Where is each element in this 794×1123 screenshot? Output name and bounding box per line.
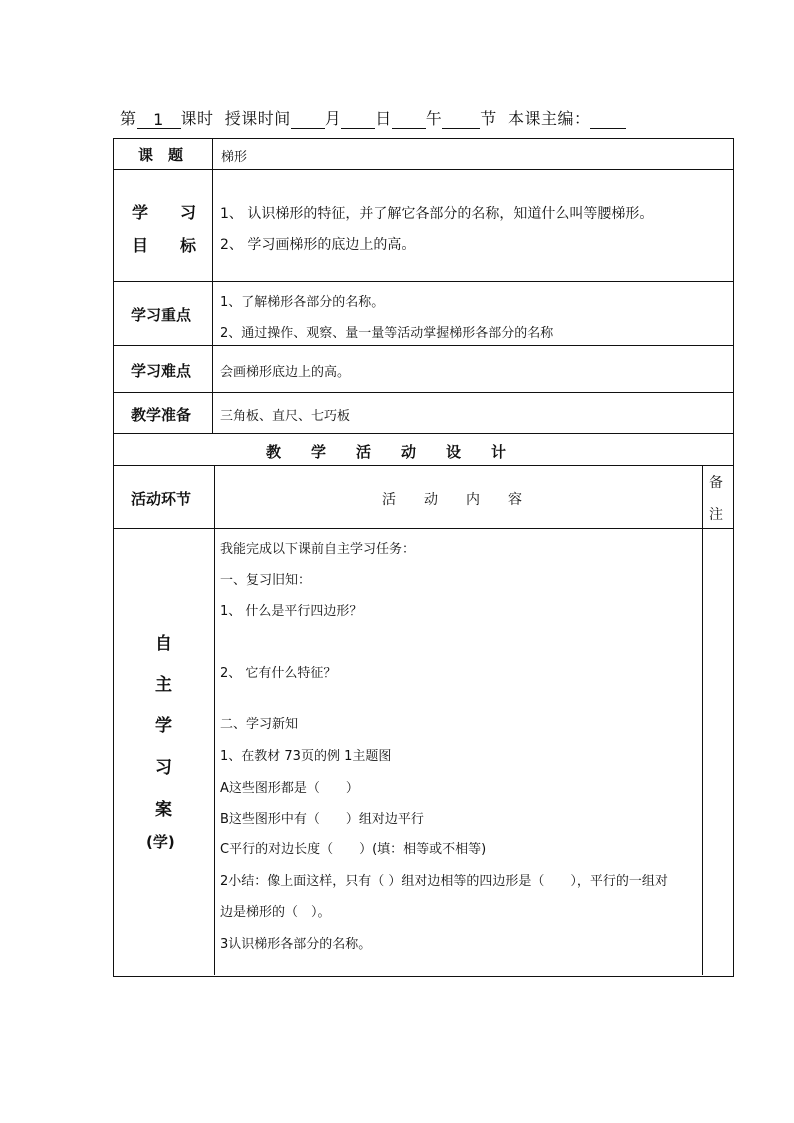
remark-label-1: 备 — [709, 475, 723, 491]
row-divider — [113, 433, 733, 434]
header-zhubian: 本课主编： — [507, 109, 591, 128]
header-keshi: 课时 — [180, 109, 214, 128]
side-char: 学 — [155, 716, 172, 736]
self-study-line: 2、 它有什么特征？ — [220, 666, 337, 681]
self-study-line: 二、学习新知 — [220, 717, 299, 732]
header-jie: 节 — [480, 109, 497, 128]
self-study-line: A这些图形都是（ ） — [220, 781, 359, 796]
goal-label-line1: 学 习 — [132, 203, 197, 222]
side-char: 案 — [155, 800, 172, 820]
self-study-line: 我能完成以下课前自主学习任务： — [220, 542, 416, 557]
side-char: 主 — [155, 675, 172, 695]
topic-value: 梯形 — [221, 150, 248, 165]
side-sub-label: (学) — [146, 833, 175, 851]
column-divider — [214, 465, 215, 975]
self-study-line: 1、在教材 73页的例 1主题图 — [220, 749, 392, 764]
section-blank — [442, 110, 480, 129]
preparation-value: 三角板、直尺、七巧板 — [220, 409, 351, 424]
self-study-line: B这些图形中有（ ）组对边平行 — [220, 812, 424, 827]
self-study-line: C平行的对边长度（ ）(填：相等或不相等) — [220, 842, 487, 857]
month-blank — [291, 110, 325, 129]
header-di: 第 — [120, 109, 137, 128]
difficulty-value: 会画梯形底边上的高。 — [220, 365, 351, 380]
remark-label-2: 注 — [709, 507, 723, 523]
header-shouke: 授课时间 — [224, 109, 291, 128]
topic-label: 课 题 — [138, 146, 184, 164]
stage-label: 活动环节 — [131, 490, 192, 508]
row-divider — [113, 281, 733, 282]
row-divider — [113, 345, 733, 346]
header-yue: 月 — [324, 109, 342, 128]
preparation-label: 教学准备 — [131, 406, 192, 424]
key-point-item: 2、通过操作、观察、量一量等活动掌握梯形各部分的名称 — [220, 326, 554, 341]
lesson-header — [120, 106, 740, 129]
goal-item: 1、 认识梯形的特征，并了解它各部分的名称，知道什么叫等腰梯形。 — [220, 206, 654, 222]
self-study-line: 2小结：像上面这样，只有（ ）组对边相等的四边形是（ ），平行的一组对 — [220, 874, 668, 889]
header-ri: 日 — [375, 109, 392, 128]
design-title: 教 学 活 动 设 计 — [266, 443, 507, 461]
self-study-line: 一、复习旧知： — [220, 573, 312, 588]
row-divider — [113, 392, 733, 393]
side-char: 习 — [155, 758, 172, 778]
day-blank — [341, 110, 375, 129]
row-divider — [113, 465, 733, 466]
row-divider — [113, 528, 733, 529]
self-study-line: 边是梯形的（ ）。 — [220, 905, 331, 920]
self-study-line: 3认识梯形各部分的名称。 — [220, 937, 372, 952]
row-divider — [113, 169, 733, 170]
self-study-line: 1、 什么是平行四边形？ — [220, 604, 363, 619]
editor-blank — [590, 110, 626, 129]
column-divider — [212, 138, 213, 433]
content-label: 活 动 内 容 — [382, 492, 522, 508]
lesson-number: 1 — [137, 110, 181, 129]
goal-label-line2: 目 标 — [132, 236, 197, 255]
remark-column-divider — [702, 465, 703, 975]
difficulty-label: 学习难点 — [131, 362, 192, 380]
side-char: 自 — [155, 634, 172, 654]
period-blank — [392, 110, 426, 129]
goal-item: 2、 学习画梯形的底边上的高。 — [220, 237, 416, 253]
key-points-label: 学习重点 — [131, 306, 192, 324]
header-wu: 午 — [425, 109, 443, 128]
key-point-item: 1、了解梯形各部分的名称。 — [220, 295, 385, 310]
